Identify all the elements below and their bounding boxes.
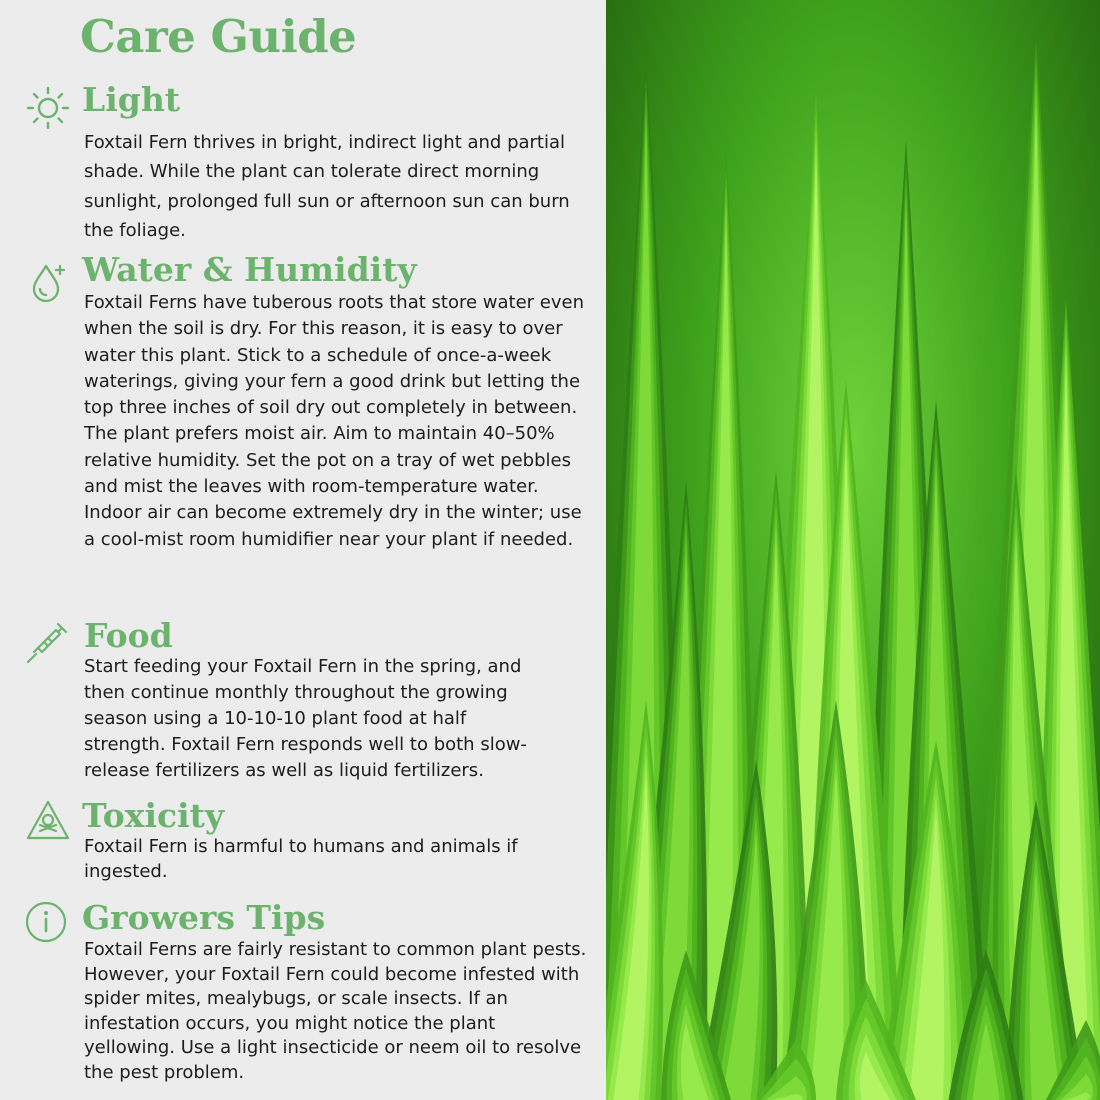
section-body: Foxtail Fern thrives in bright, indirect light and partial shade. While the plant can tolerate direct morning sunlight, prolonged full sun or afternoon sun can burn the foliage. xyxy=(84,132,570,241)
section-body: Start feeding your Foxtail Fern in the spring, and then continue monthly throughout the growing season using a 10-10-10 plant food at half strength. Foxtail Fern responds well to both slow-release fertilizers as well as liquid fertilizers. xyxy=(84,656,527,781)
fern-foliage-image xyxy=(606,0,1100,1100)
section-food xyxy=(0,616,606,786)
water-drop-icon xyxy=(22,256,74,308)
info-icon xyxy=(22,898,74,950)
section-heading: Growers Tips xyxy=(82,898,326,937)
section-light xyxy=(0,78,606,248)
section-heading: Light xyxy=(82,80,181,119)
section-water-humidity xyxy=(0,250,606,610)
syringe-icon xyxy=(22,616,74,668)
section-body: Foxtail Fern is harmful to humans and animals if ingested. xyxy=(84,836,518,882)
section-toxicity xyxy=(0,796,606,896)
foxtail-fern-photo xyxy=(606,0,1100,1100)
section-body: Foxtail Ferns are fairly resistant to common plant pests. However, your Foxtail Fern could become infested with spider mites, mealybugs, or scale insects. If an infestation occurs, you might notice the plant yellowing. Use a light insecticide or neem oil to resolve the pest problem. xyxy=(84,939,587,1083)
page-title: Care Guide xyxy=(80,10,357,63)
section-body: Foxtail Ferns have tuberous roots that store water even when the soil is dry. For this reason, it is easy to over water this plant. Stick to a schedule of once-a-week waterings, giving your fern a good drink but letting the top three inches of soil dry out completely in between. The plant prefers moist air. Aim to maintain 40–50% relative humidity. Set the pot on a tray of wet pebbles and mist the leaves with room-temperature water. Indoor air can become extremely dry in the winter; use a cool-mist room humidifier near your plant if needed. xyxy=(84,292,584,550)
section-heading: Toxicity xyxy=(82,796,225,835)
section-heading: Water & Humidity xyxy=(82,250,417,289)
sun-icon xyxy=(22,82,74,134)
section-growers-tips xyxy=(0,898,606,1098)
toxic-warning-icon xyxy=(22,796,74,848)
section-heading: Food xyxy=(84,616,173,655)
